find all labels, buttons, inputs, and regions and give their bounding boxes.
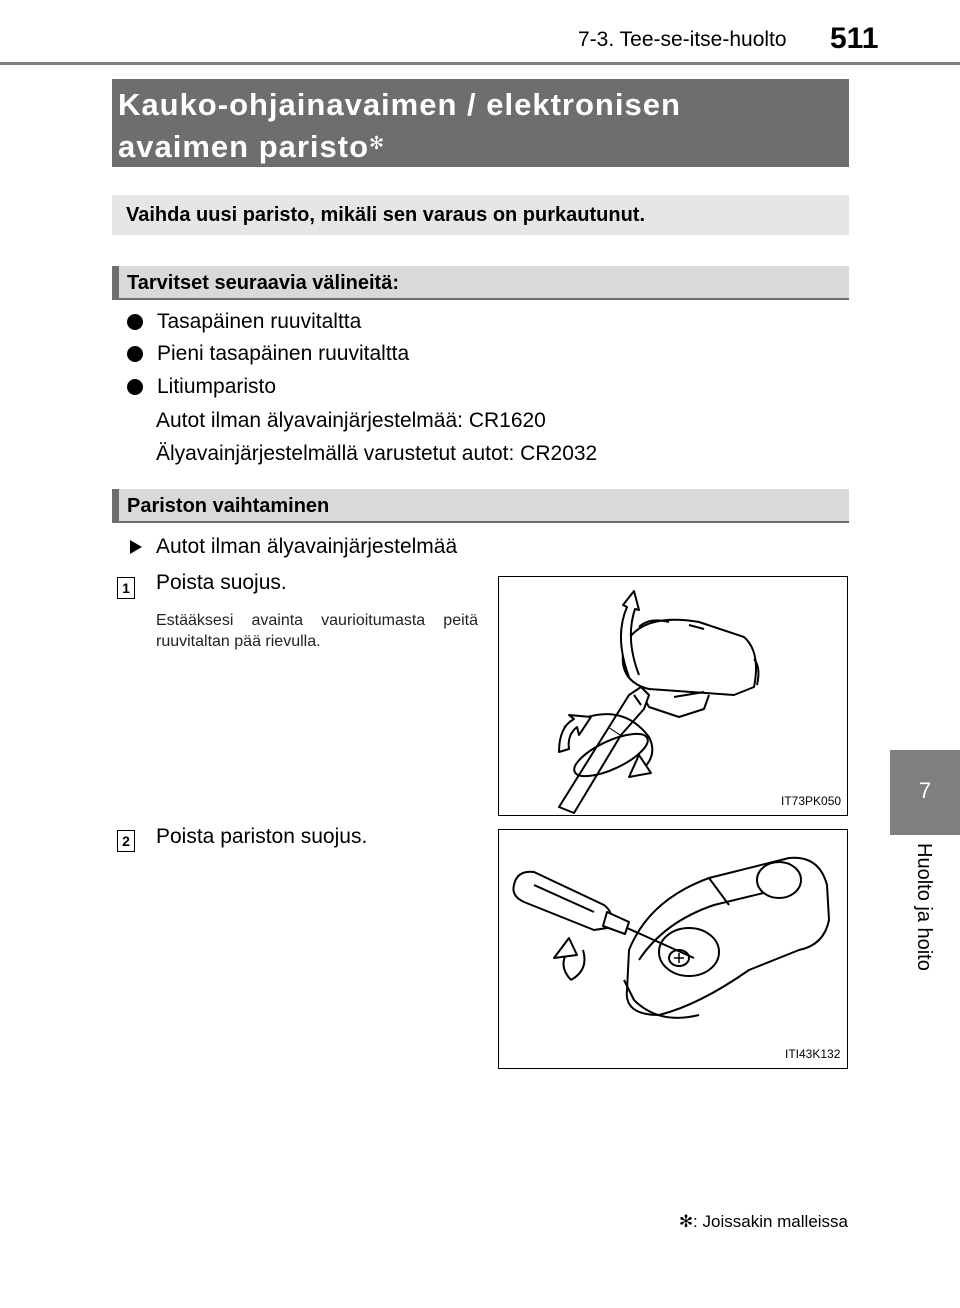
page-number: 511 — [830, 22, 879, 55]
asterisk-marker: ✻ — [369, 133, 386, 153]
bullet-icon — [127, 314, 143, 330]
list-item — [127, 342, 409, 366]
step-text: Poista suojus. — [156, 571, 287, 594]
list-item — [127, 310, 361, 334]
bullet-icon — [127, 379, 143, 395]
key-cover-illustration — [499, 577, 846, 814]
battery-cover-illustration — [499, 830, 846, 1067]
title-line-2-wrap — [118, 126, 849, 168]
chapter-number: 7 — [918, 778, 932, 803]
list-item-text: Pieni tasapäinen ruuvitaltta — [157, 342, 410, 365]
chapter-label: Huolto ja hoito — [913, 843, 935, 971]
subheading-row — [130, 535, 457, 559]
footnote: ✻: Joissakin malleissa — [678, 1212, 848, 1231]
figure-battery-cover-removal — [498, 829, 848, 1069]
step-note: Estääksesi avainta vaurioitumasta peitä ruuvitaltan pää rievulla. — [156, 612, 478, 650]
title-line-1: Kauko-ohjainavaimen / elektronisen — [118, 87, 681, 122]
figure-code: IT73PK050 — [781, 794, 842, 808]
step-number: 1 — [117, 577, 135, 599]
figure-key-cover-removal — [498, 576, 848, 816]
header-rule — [0, 62, 960, 65]
intro-box: Vaihda uusi paristo, mikäli sen varaus on purkautunut. — [112, 195, 849, 235]
battery-note: Autot ilman älyavainjärjestelmää: CR1620 — [156, 409, 546, 432]
chapter-label-wrap — [890, 835, 960, 1135]
running-header-section: 7-3. Tee-se-itse-huolto — [578, 28, 787, 51]
subheading-text: Autot ilman älyavainjärjestelmää — [156, 535, 458, 558]
page-title — [112, 79, 849, 167]
list-item-text: Litiumparisto — [157, 375, 277, 398]
list-item — [127, 375, 276, 399]
step-text: Poista pariston suojus. — [156, 825, 368, 848]
figure-code: ITI43K132 — [785, 1047, 841, 1061]
triangle-bullet-icon — [130, 540, 142, 554]
replace-heading: Pariston vaihtaminen — [112, 489, 849, 523]
battery-note: Älyavainjärjestelmällä varustetut autot: CR2032 — [156, 442, 598, 465]
tools-heading: Tarvitset seuraavia välineitä: — [112, 266, 849, 300]
bullet-icon — [127, 346, 143, 362]
title-line-2: avaimen paristo — [118, 129, 370, 164]
step-number: 2 — [117, 830, 135, 852]
list-item-text: Tasapäinen ruuvitaltta — [157, 310, 362, 333]
